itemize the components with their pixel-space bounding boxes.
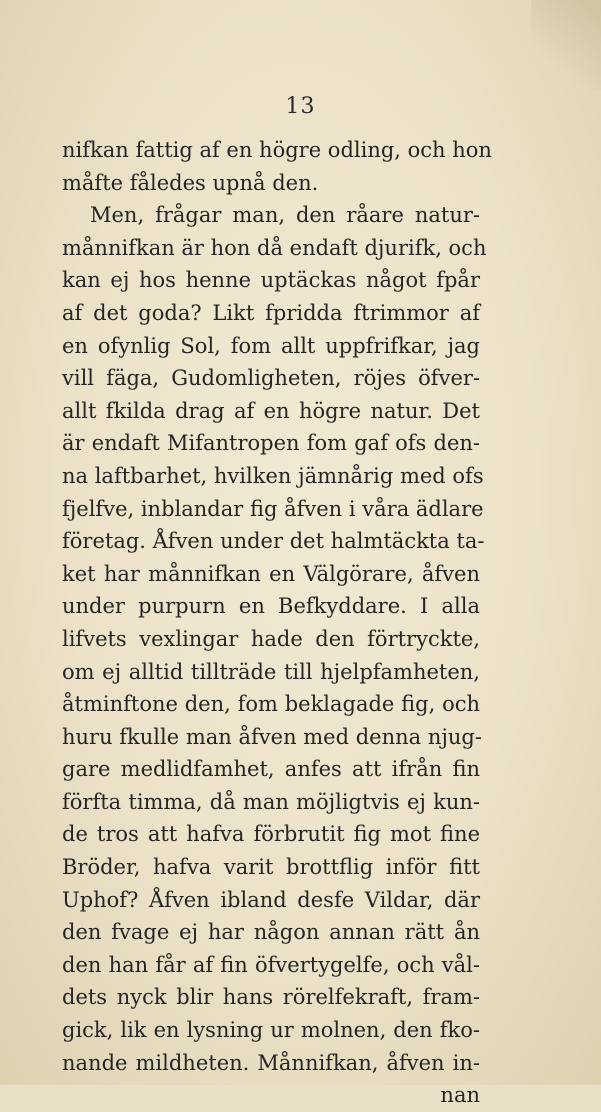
catchword: nan — [440, 1083, 480, 1108]
text-line: Men, frågar man, den råare natur- — [90, 203, 480, 228]
text-line: dets nyck blir hans rörelfekraft, fram- — [62, 985, 480, 1010]
text-line: om ej alltid tillträde till hjelpfamheten, — [62, 659, 480, 684]
text-line: en ofynlig Sol, fom allt uppfrifkar, jag — [62, 333, 480, 358]
text-line: na laftbarhet, hvilken jämnårig med ofs — [62, 463, 484, 488]
text-line: lifvets vexlingar hade den förtryckte, — [62, 626, 480, 651]
page-corner-shadow — [531, 0, 601, 90]
text-line: fjelfve, inblandar fig åfven i våra ädlare — [62, 496, 484, 521]
text-line: företag. Åfven under det halmtäckta ta- — [62, 529, 485, 554]
text-line: vill fäga, Gudomligheten, röjes öfver- — [62, 366, 480, 391]
text-line: ket har månnifkan en Välgörare, åfven — [62, 561, 480, 586]
text-line: måfte fåledes upnå den. — [62, 170, 319, 195]
text-line: gick, lik en lysning ur molnen, den fko- — [62, 1018, 480, 1043]
text-line: är endaft Mifantropen fom gaf ofs den- — [62, 431, 480, 456]
text-line: gare medlidfamhet, anfes att ifrån fin — [62, 757, 480, 782]
text-line: nande mildheten. Månnifkan, åfven in- — [62, 1050, 480, 1075]
page-number: 13 — [285, 94, 316, 119]
text-line: månnifkan är hon då endaft djurifk, och — [62, 235, 487, 260]
text-line: den fvage ej har någon annan rätt ån — [62, 920, 480, 945]
text-line: nifkan fattig af en högre odling, och hon — [62, 138, 492, 162]
text-line: kan ej hos henne uptäckas något fpår — [62, 268, 480, 293]
text-line: allt fkilda drag af en högre natur. Det — [62, 398, 480, 423]
text-line: Uphof? Åfven ibland desfe Vildar, där — [62, 887, 480, 912]
text-line: de tros att hafva förbrutit fig mot fine — [62, 822, 480, 847]
text-line: af det goda? Likt fpridda ftrimmor af — [62, 300, 480, 325]
text-line: Bröder, hafva varit brottflig inför fitt — [62, 855, 480, 880]
text-line: förfta timma, då man möjligtvis ej kun- — [62, 789, 480, 814]
text-line: den han får af fin öfvertygelfe, och vål- — [62, 952, 480, 977]
body-text — [62, 134, 492, 1112]
text-line: åtminftone den, fom beklagade fig, och — [62, 692, 480, 717]
text-line: huru fkulle man åfven med denna njug- — [62, 724, 482, 749]
text-line: under purpurn en Befkyddare. I alla — [62, 594, 480, 619]
